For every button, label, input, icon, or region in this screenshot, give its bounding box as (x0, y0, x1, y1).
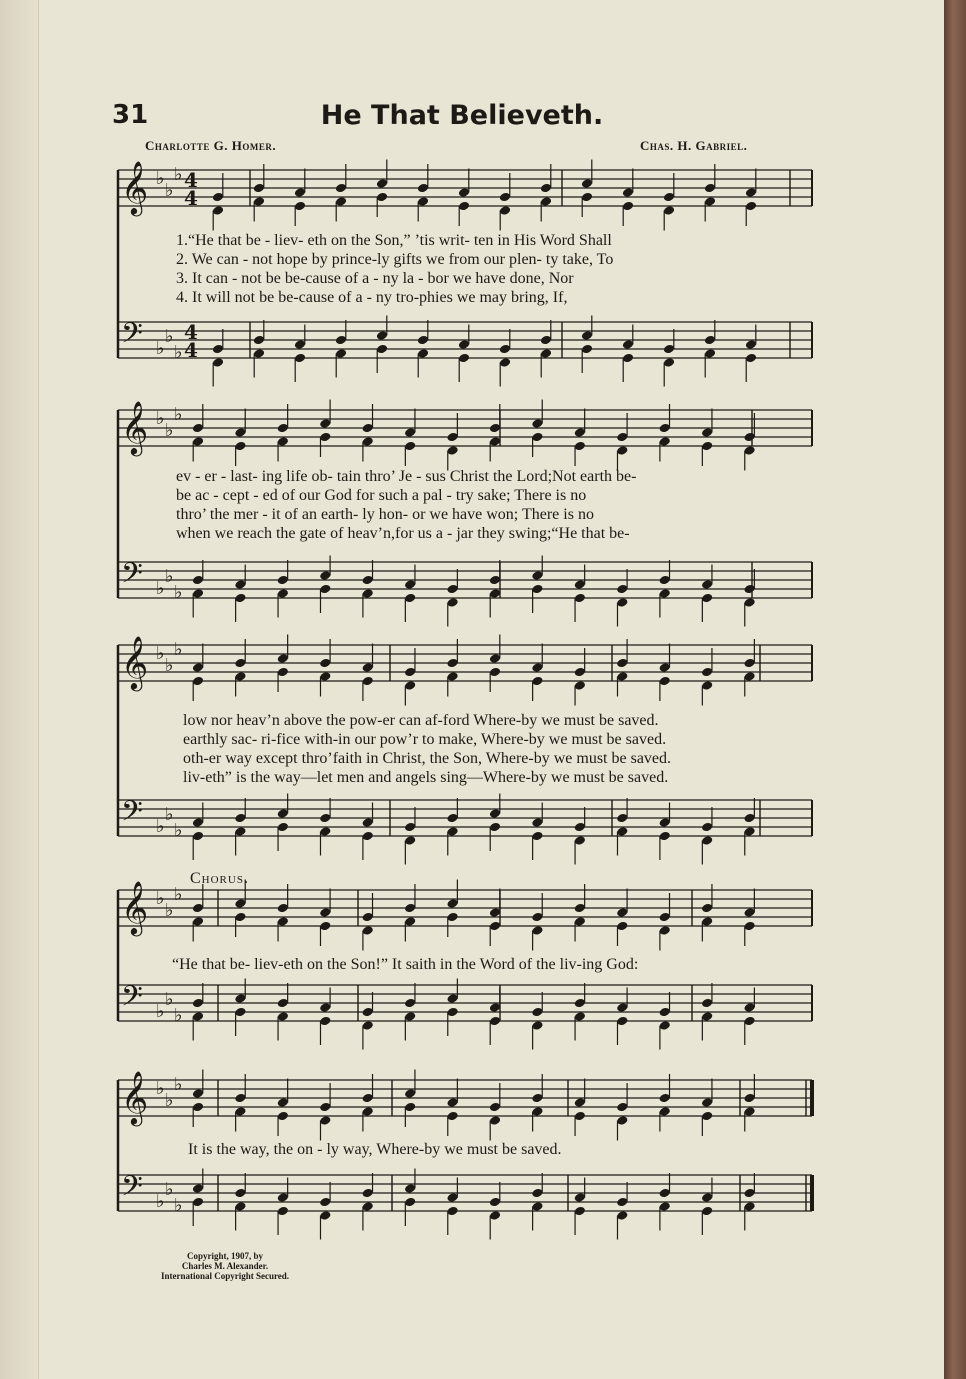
flat-sign-icon: ♭ (174, 820, 183, 841)
bass-clef-icon: 𝄢 (121, 795, 143, 835)
verse-lyrics-system-1 (176, 231, 613, 307)
flat-sign-icon: ♭ (174, 1195, 183, 1216)
bass-clef-icon: 𝄢 (121, 1170, 143, 1210)
composer-credit: Chas. H. Gabriel. (640, 138, 748, 153)
copyright-line: Copyright, 1907, by (186, 1251, 263, 1261)
flat-sign-icon: ♭ (174, 1074, 183, 1095)
flat-sign-icon: ♭ (174, 342, 183, 363)
flat-sign-icon: ♭ (156, 816, 165, 837)
flat-sign-icon: ♭ (156, 1001, 165, 1022)
time-signature-numerator: 4 (184, 168, 198, 192)
lyric-line: thro’ the mer - it of an earth- ly hon- or we have won; There is no (176, 506, 594, 523)
copyright-line: Charles M. Alexander. (181, 1261, 269, 1271)
flat-sign-icon: ♭ (174, 582, 183, 603)
flat-sign-icon: ♭ (174, 404, 183, 425)
verse-lyrics-system-3 (183, 711, 671, 787)
flat-sign-icon: ♭ (165, 804, 174, 825)
flat-sign-icon: ♭ (174, 1005, 183, 1026)
lyricist-credit: Charlotte G. Homer. (145, 138, 277, 153)
lyric-line: earthly sac- ri-fice with-in our pow’r to make, Where-by we must be saved. (183, 731, 667, 748)
copyright-notice (140, 1251, 310, 1281)
hymn-number: 31 (112, 100, 149, 130)
bass-clef-icon: 𝄢 (121, 317, 143, 357)
treble-clef-icon: 𝄞 (121, 635, 149, 689)
lyric-line: ev - er - last- ing life ob- tain thro’ Je - sus Christ the Lord;Not earth be- (176, 468, 637, 485)
treble-clef-icon: 𝄞 (121, 160, 149, 214)
chorus-lyrics-line-2 (188, 1140, 562, 1159)
lyric-line: low nor heav’n above the pow-er can af-ford Where-by we must be saved. (183, 712, 659, 729)
flat-sign-icon: ♭ (156, 408, 165, 429)
hymn-title: He That Believeth. (320, 100, 604, 131)
flat-sign-icon: ♭ (165, 1179, 174, 1200)
lyric-line: 3. It can - not be be-cause of a - ny la - bor we have done, Nor (176, 270, 574, 287)
chorus-lyrics-line-1 (172, 955, 638, 974)
flat-sign-icon: ♭ (165, 420, 174, 441)
flat-sign-icon: ♭ (165, 566, 174, 587)
time-signature-denominator: 4 (184, 338, 198, 362)
lyric-line: be ac - cept - ed of our God for such a pal - try sake; There is no (176, 487, 587, 504)
flat-sign-icon: ♭ (156, 1191, 165, 1212)
flat-sign-icon: ♭ (156, 578, 165, 599)
flat-sign-icon: ♭ (174, 639, 183, 660)
copyright-line: International Copyright Secured. (160, 1271, 290, 1281)
flat-sign-icon: ♭ (165, 326, 174, 347)
treble-clef-icon: 𝄞 (121, 880, 149, 934)
book-cover-edge (944, 0, 966, 1379)
lyric-line: liv-eth” is the way—let men and angels sing—Where-by we must be saved. (183, 769, 669, 786)
flat-sign-icon: ♭ (165, 1090, 174, 1111)
lyric-line: “He that be- liev-eth on the Son!” It saith in the Word of the liv-ing God: (172, 956, 639, 973)
lyric-line: 4. It will not be be-cause of a - ny tro-phies we may bring, If, (176, 289, 568, 306)
flat-sign-icon: ♭ (165, 180, 174, 201)
lyric-line: 1.“He that be - liev- eth on the Son,” ’tis writ- ten in His Word Shall (176, 232, 612, 249)
flat-sign-icon: ♭ (156, 338, 165, 359)
bass-clef-icon: 𝄢 (121, 557, 143, 597)
flat-sign-icon: ♭ (165, 989, 174, 1010)
flat-sign-icon: ♭ (156, 1078, 165, 1099)
treble-clef-icon: 𝄞 (121, 400, 149, 454)
lyric-line: 2. We can - not hope by prince-ly gifts we from our plen- ty take, To (176, 251, 614, 268)
verse-lyrics-system-2 (176, 467, 636, 543)
bass-clef-icon: 𝄢 (121, 980, 143, 1020)
treble-clef-icon: 𝄞 (121, 1070, 149, 1124)
lyric-line: when we reach the gate of heav’n,for us a - jar they swing;“He that be- (176, 525, 630, 542)
flat-sign-icon: ♭ (156, 168, 165, 189)
flat-sign-icon: ♭ (156, 888, 165, 909)
flat-sign-icon: ♭ (165, 655, 174, 676)
time-signature-denominator: 4 (184, 186, 198, 210)
lyric-line: oth-er way except thro’faith in Christ, the Son, Where-by we must be saved. (183, 750, 672, 767)
chorus-label: Chorus. (190, 870, 249, 887)
time-signature-numerator: 4 (184, 320, 198, 344)
flat-sign-icon: ♭ (174, 164, 183, 185)
lyric-line: It is the way, the on - ly way, Where-by we must be saved. (188, 1141, 562, 1158)
flat-sign-icon: ♭ (156, 643, 165, 664)
flat-sign-icon: ♭ (174, 884, 183, 905)
flat-sign-icon: ♭ (165, 900, 174, 921)
